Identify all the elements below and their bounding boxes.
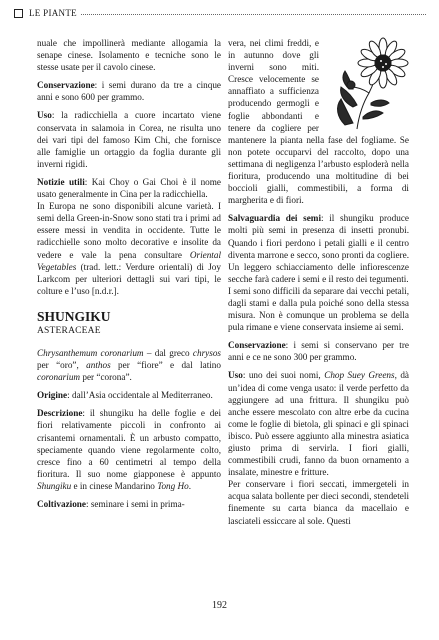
paragraph-europa: In Europa ne sono disponibili alcune varietà. I semi della Green-in-Snow sono stati tra i primi ad essere messi in vendita in occidente. Tutte le radicchielle sono molto decorative e insolite da vedere e vale la pena consultare Oriental Vegetables (trad. lett.: Verdure orientali) di Joy Larkcom per ulteriori dettagli sui vari tipi, le colture e l’uso [n.d.r.]. — [37, 201, 221, 296]
paragraph-uso: Uso: la radicchiella a cuore incartato viene conservata in salamoia in Corea, ne risulta uno dei vari tipi del famoso Kim Chi, che fornisce alle famiglie un ortaggio da foglia durante gli inverni rigidi. — [37, 110, 221, 169]
paragraph-descrizione: Descrizione: il shungiku ha delle foglie e dei fiori relativamente piccoli in confronto ai crisantemi ornamentali. È un arbusto compatto, speciamente quando viene regolarmente colto, cresce fino a 60 centimetri al tempo della fioritura. Il suo nome giapponese è appunto Shungiku e in cinese Mandarino Tong Ho. — [37, 408, 221, 491]
paragraph-salvaguardia-2: I semi sono difficili da separare dai vecchi petali, dagli stami e dalla pula poiché sono della stessa misura. Non è comunque un problema se della pula rimane e viene conservata insieme ai semi. — [228, 285, 409, 333]
left-column — [37, 37, 221, 516]
paragraph-uso-2b: Per conservare i fiori seccati, immergeteli in acqua salata bollente per dieci secondi, stendeteli finemente su carta bianca da macellaio e lasciateli essiccare al sole. Questi — [228, 479, 409, 526]
paragraph-continuation: nuale che impollinerà mediante allogamia la senape cinese. Isolamento e tecniche sono le stesse usate per il cavolo cinese. — [37, 38, 221, 73]
paragraph-etymology: Chrysanthemum coronarium – dal greco chrysos per “oro”, anthos per “fiore” e dal latino coronarium per “corona”. — [37, 347, 221, 383]
paragraph-conservazione-2: Conservazione: i semi si conservano per tre anni e ce ne sono 300 per grammo. — [228, 340, 409, 363]
header-box-icon — [14, 9, 23, 18]
paragraph-coltivazione-cont: vera, nei climi freddi, e in autunno dove gli inverni sono miti. Cresce velocemente se annaffiato a sufficienza producendo germogli e foglie abbondanti e tenere da cogliere per mantenere la pianta nella fase del fogliame. Se non potete occuparvi del raccolto, dopo una settimana di negligenza l’arbusto esploderà nella fioritura, producendo una moltitudine di bei boccioli gialli, commestibili, a forma di margherita e di fiori. — [228, 38, 409, 206]
running-header — [14, 6, 426, 20]
right-column — [228, 37, 409, 533]
paragraph-notizie-utili: Notizie utili: Kai Choy o Gai Choi è il nome usato generalmente in Cina per la radicchiella. — [37, 176, 221, 200]
paragraph-origine: Origine: dall’Asia occidentale al Mediterraneo. — [37, 390, 213, 401]
paragraph-coltivazione: Coltivazione: seminare i semi in prima- — [37, 499, 185, 509]
paragraph-conservazione: Conservazione: i semi durano da tre a cinque anni e sono 600 per grammo. — [37, 80, 221, 103]
chrysanthemum-illustration-icon — [323, 37, 409, 131]
header-dotted-rule — [81, 14, 426, 15]
flower-drawing — [323, 37, 409, 131]
paragraph-salvaguardia: Salvaguardia dei semi: il shungiku produce molti più semi in presenza di insetti pronubi. Quando i fiori perdono i petali gialli e il centro diventa marrone e secco, sono pronti da cogliere. Un leggero schiacciamento delle infiorescenze secche farà cadere i semi e il resto dei tegumenti. — [228, 213, 409, 284]
section-heading: SHUNGIKU — [37, 308, 111, 324]
plant-family: ASTERACEAE — [37, 325, 101, 336]
page-number: 192 — [212, 600, 227, 611]
paragraph-uso-2: Uso: uno dei suoi nomi, Chop Suey Greens, dà un’idea di come venga usato: il verde perfetto da aggiungere ad una frittura. Il shungiku può anche essere mescolato con altre erbe da cucina come le foglie di bietola, gli spinaci e gli spinaci ibisco. Può essere aggiunto alla minestra asiatica giusto prima di servirla. I fiori gialli, commestibili crudi, fanno da buon ornamento a insalate, minestre e fritture. — [228, 370, 409, 478]
header-title: LE PIANTE — [29, 8, 77, 18]
